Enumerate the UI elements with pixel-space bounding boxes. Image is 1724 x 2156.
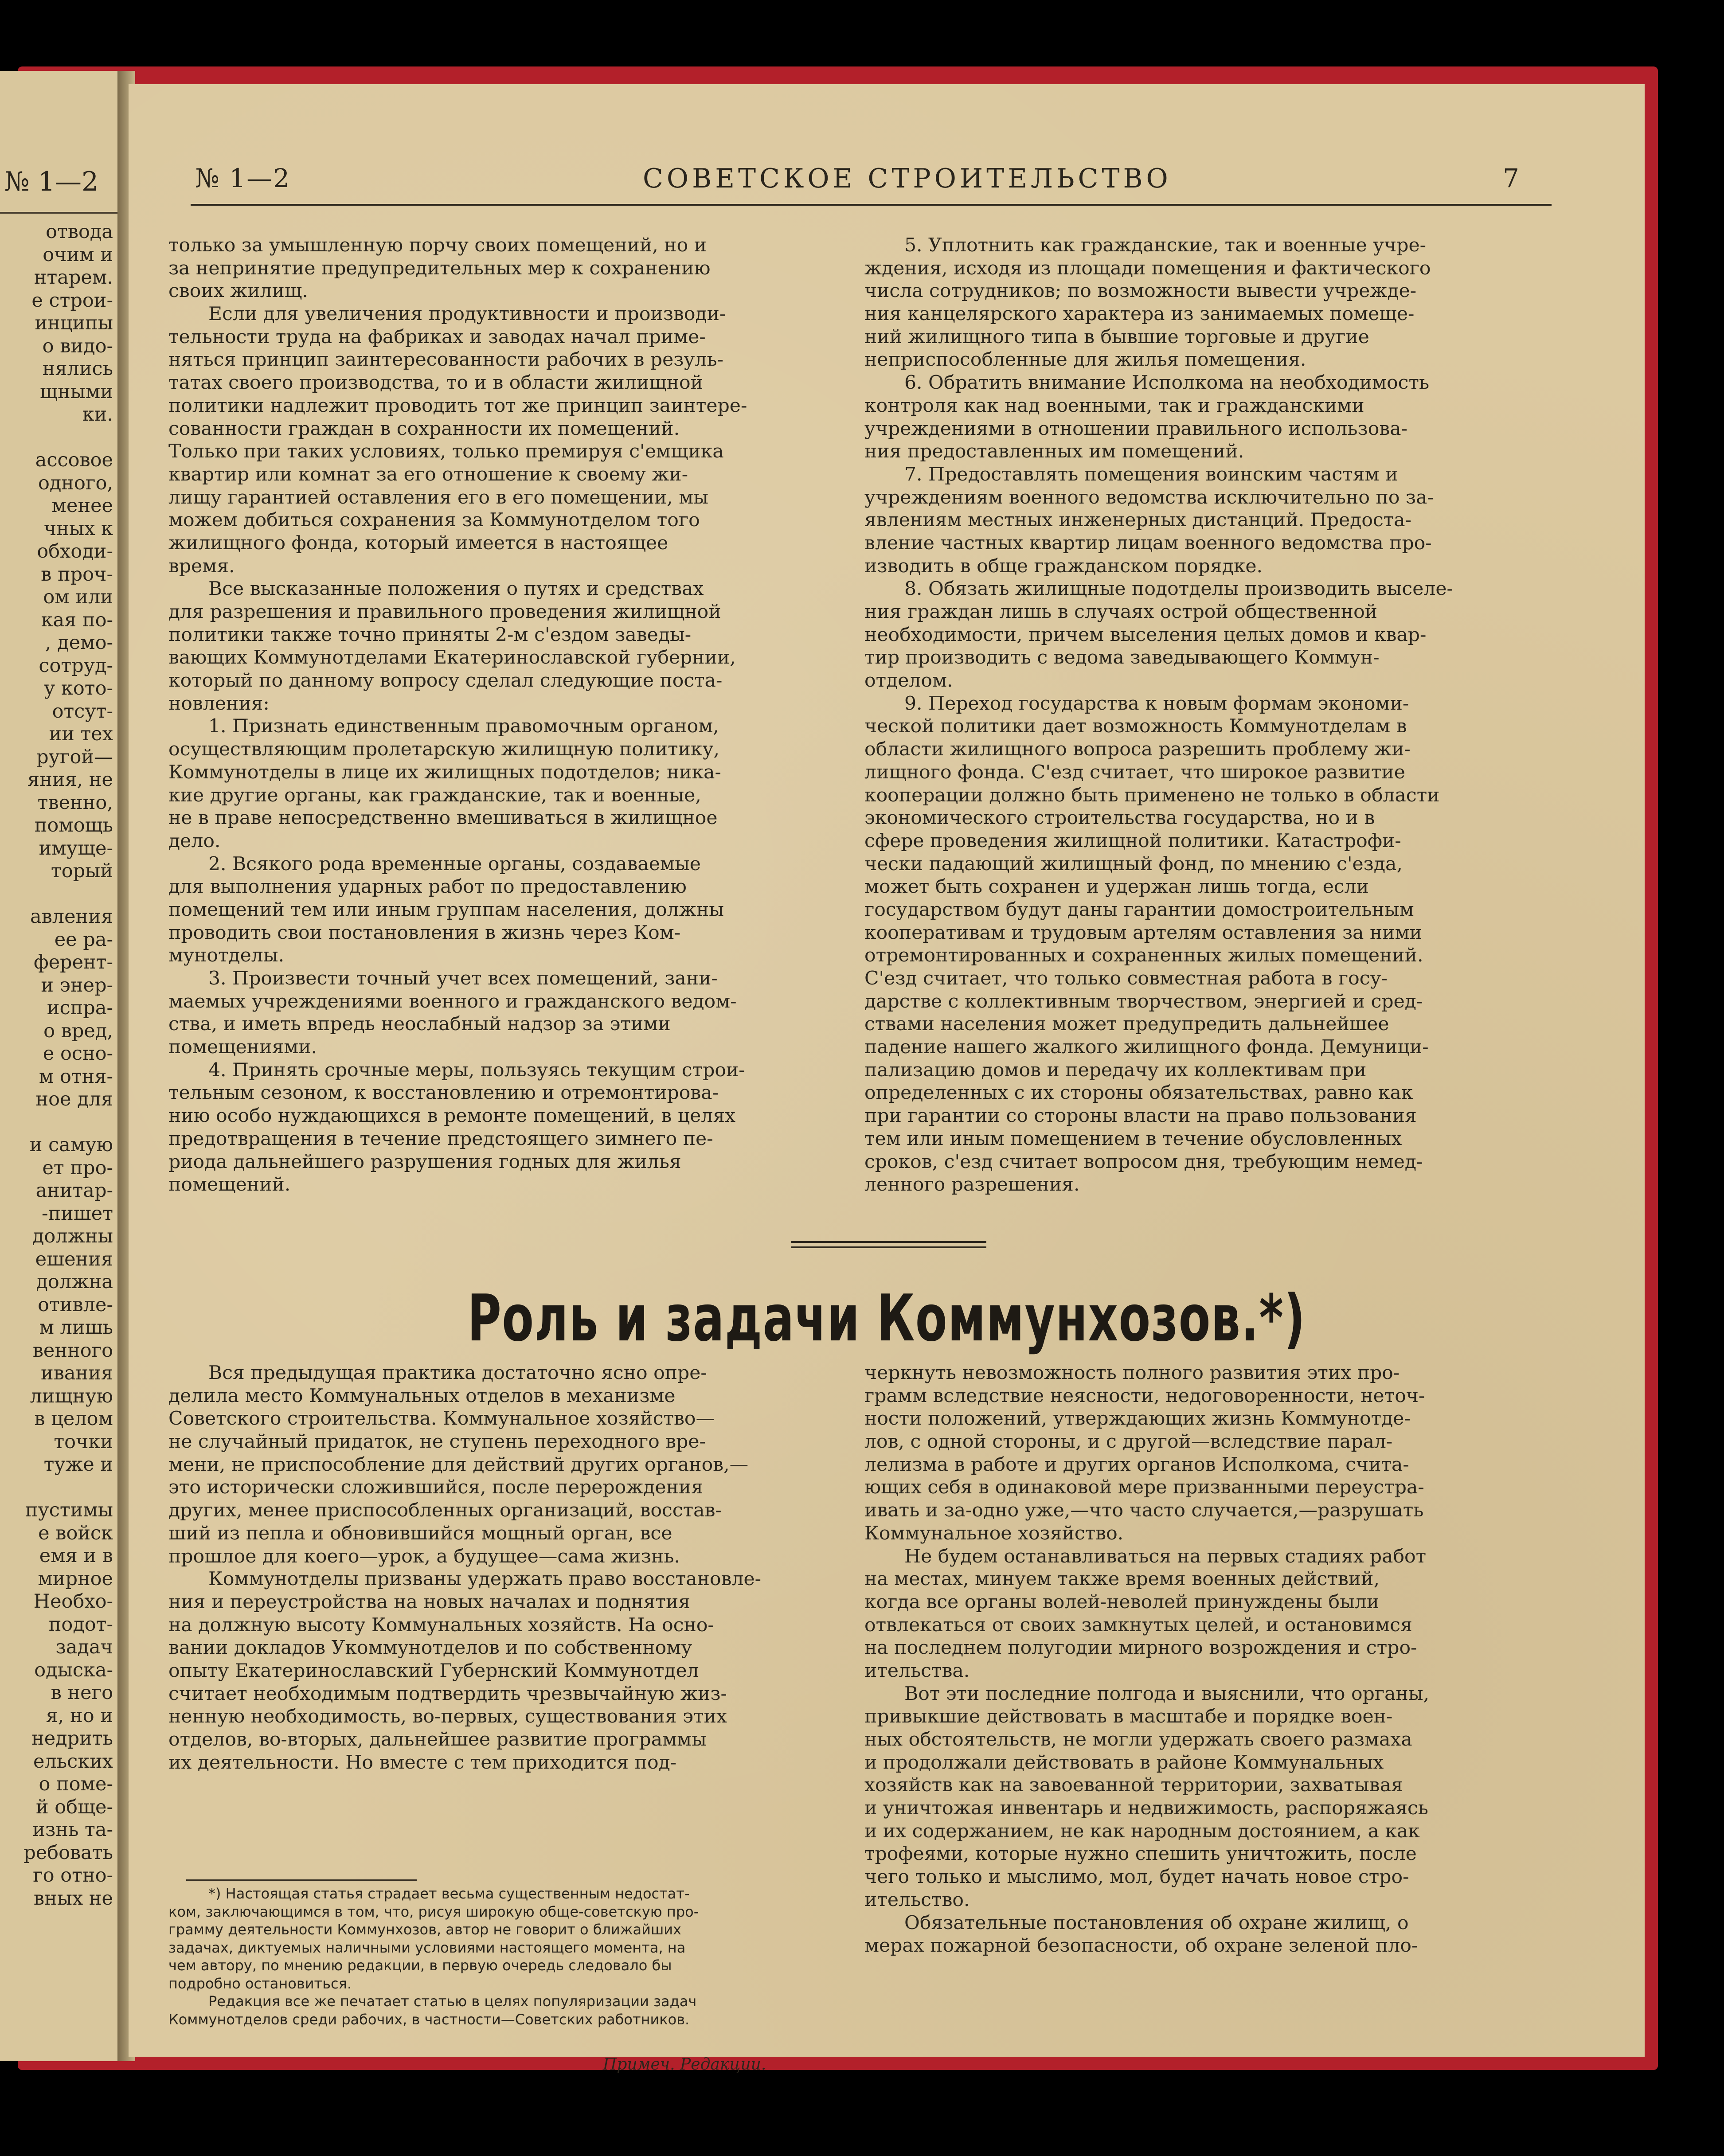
left-page-line: й обще-: [35, 1796, 113, 1818]
left-page-line: у кото-: [44, 677, 113, 699]
text-line: татах своего производства, то и в области жилищной: [168, 372, 703, 394]
left-page-line: ребовать: [23, 1841, 113, 1864]
left-page-line: имуще-: [39, 837, 113, 859]
text-line: чем автору, по мнению редакции, в первую очередь следовало бы: [168, 1957, 672, 1974]
left-page-line: недрить: [31, 1727, 113, 1750]
text-line: предотвращения в течение предстоящего зимнего пе-: [168, 1128, 713, 1150]
text-line: Коммунотделов среди рабочих, в частности—Советских работников.: [168, 2011, 690, 2028]
left-page-line: одыска-: [34, 1659, 113, 1681]
text-line: хозяйств как на завоеванной территории, захватывая: [864, 1774, 1403, 1797]
text-line: 8. Обязать жилищные подотделы производить выселе-: [904, 578, 1453, 600]
text-line: привыкшие действовать в масштабе и порядке воен-: [864, 1706, 1393, 1728]
text-line: вление частных квартир лицам военного ведомства про-: [864, 532, 1432, 554]
header-rule: [191, 204, 1552, 206]
left-page-line: в целом: [34, 1408, 113, 1430]
left-page-line: и самую: [29, 1134, 113, 1156]
text-line: тир производить с ведома заведывающего Коммун-: [864, 647, 1380, 669]
text-line: черкнуть невозможность полного развития этих про-: [864, 1362, 1400, 1384]
editorial-footnote: [168, 1885, 838, 2028]
text-line: и продолжали действовать в районе Коммунальных: [864, 1751, 1384, 1773]
text-line: кие другие органы, как гражданские, так и военные,: [168, 784, 701, 806]
left-page-line: подот-: [48, 1613, 113, 1636]
text-line: на должную высоту Коммунальных хозяйств. На осно-: [168, 1614, 714, 1636]
left-page-line: е осно-: [43, 1043, 113, 1065]
text-line: ленного разрешения.: [864, 1174, 1080, 1196]
text-line: считает необходимым подтвердить чрезвычайную жиз-: [168, 1683, 727, 1705]
text-line: только за умышленную порчу своих помещений, но и: [168, 234, 707, 256]
article-headline: Роль и задачи Коммунхозов.*): [467, 1281, 1306, 1356]
left-page-line: яния, не: [27, 769, 113, 791]
left-page-line: , демо-: [45, 632, 113, 654]
text-line: изводить в обще гражданском порядке.: [864, 555, 1263, 577]
left-page-line: м лишь: [39, 1316, 113, 1339]
left-page-line: туже и: [43, 1453, 113, 1476]
text-line: лищу гарантией оставления его в его помещении, мы: [168, 486, 709, 508]
text-line: лищного фонда. С'езд считает, что широкое развитие: [864, 761, 1405, 783]
text-line: необходимости, причем выселения целых домов и квар-: [864, 624, 1427, 646]
text-line: и уничтожая инвентарь и недвижимость, распоряжаясь: [864, 1797, 1428, 1820]
text-line: области жилищного вопроса разрешить проблему жи-: [864, 738, 1411, 761]
text-line: ждения, исходя из площади помещения и фактического: [864, 257, 1431, 279]
text-line: дело.: [168, 830, 221, 852]
text-line: явлениям местных инженерных дистанций. Предоста-: [864, 509, 1411, 531]
left-page-line: вных не: [33, 1887, 113, 1910]
text-line: Обязательные постановления об охране жилищ, о: [904, 1912, 1409, 1934]
text-line: няться принцип заинтересованности рабочих в резуль-: [168, 349, 723, 371]
text-line: не случайный придаток, не ступень переходного вре-: [168, 1431, 706, 1453]
text-line: ительство.: [864, 1889, 970, 1911]
left-page-line: о вред,: [43, 1019, 113, 1042]
article-column-bottom-right: [864, 1362, 1534, 1957]
text-line: на местах, минуем также время военных действий,: [864, 1568, 1380, 1590]
text-line: 3. Произвести точный учет всех помещений, зани-: [208, 968, 718, 989]
text-line: других, менее приспособленных организаций, восстав-: [168, 1500, 722, 1522]
text-line: для разрешения и правильного проведения жилищной: [168, 601, 721, 623]
left-page-line: ом или: [43, 586, 113, 608]
text-line: С'езд считает, что только совместная работа в госу-: [864, 968, 1388, 989]
left-page-line: анитар-: [35, 1180, 113, 1202]
article-column-top-left: [168, 234, 838, 1196]
footnote-signature: Примеч. Редакции.: [603, 2055, 766, 2074]
left-page-line: нялись: [42, 358, 113, 380]
text-line: Редакция все же печатает статью в целях популяризации задач: [208, 1993, 697, 2010]
text-line: 1. Признать единственным правомочным органом,: [208, 715, 719, 738]
left-page-line: твенно,: [37, 791, 113, 814]
text-line: кооперативам и трудовым артелям оставления за ними: [864, 922, 1423, 944]
left-page-line: торый: [51, 860, 113, 882]
text-line: пализацию домов и передачу их коллективам при: [864, 1059, 1367, 1081]
text-line: Вся предыдущая практика достаточно ясно опре-: [208, 1362, 707, 1384]
text-line: лелизма в работе и других органов Исполкома, счита-: [864, 1453, 1409, 1476]
text-line: 2. Всякого рода временные органы, создаваемые: [208, 853, 701, 875]
text-line: ствами населения может предупредить дальнейшее: [864, 1013, 1389, 1035]
text-line: когда все органы волей-неволей принуждены были: [864, 1591, 1380, 1613]
text-line: который по данному вопросу сделал следующие поста-: [168, 670, 723, 692]
left-page-line: е строи-: [31, 289, 113, 312]
text-line: жилищного фонда, который имеется в настоящее: [168, 532, 668, 554]
text-line: неприспособленные для жилья помещения.: [864, 349, 1306, 371]
newspaper-page: [129, 84, 1645, 2074]
left-page-line: ельских: [33, 1750, 113, 1773]
text-line: определенных с их стороны обязательствах, равно как: [864, 1082, 1413, 1104]
left-page-line: о поме-: [39, 1773, 113, 1795]
left-page-line: емя и в: [39, 1545, 113, 1567]
publication-title: СОВЕТСКОЕ СТРОИТЕЛЬСТВО: [643, 163, 1172, 194]
text-line: контроля как над военными, так и гражданскими: [864, 394, 1364, 417]
text-line: опыту Екатеринославский Губернский Коммунотдел: [168, 1660, 699, 1682]
text-line: сфере проведения жилищной политики. Катастрофи-: [864, 830, 1401, 852]
text-line: ния и переустройства на новых началах и поднятия: [168, 1591, 691, 1613]
left-page-line: отвода: [46, 221, 113, 243]
text-line: не в праве непосредственно вмешиваться в жилищное: [168, 807, 718, 829]
text-line: на последнем полугодии мирного возрождения и стро-: [864, 1637, 1417, 1659]
text-line: ший из пепла и обновившийся мощный орган, все: [168, 1522, 672, 1544]
text-line: политики также точно приняты 2-м с'ездом заведы-: [168, 624, 692, 646]
left-page-line: ешения: [35, 1248, 113, 1270]
left-page-line: изнь та-: [32, 1819, 113, 1841]
text-line: государством будут даны гарантии домостроительным: [864, 898, 1414, 921]
text-line: Коммунальное хозяйство.: [864, 1522, 1124, 1544]
left-page-line: нтарем.: [34, 266, 113, 289]
text-line: время.: [168, 555, 235, 577]
text-line: отвлекаться от своих замкнутых целей, и остановимся: [864, 1614, 1412, 1636]
left-page-line: менее: [51, 495, 113, 517]
text-line: ния канцелярского характера из занимаемых помеще-: [864, 303, 1415, 325]
text-line: дарстве с коллективным творчеством, энергией и сред-: [864, 990, 1423, 1012]
text-line: сованности граждан в сохранности их помещений.: [168, 418, 680, 440]
text-line: их деятельности. Но вместе с тем приходится под-: [168, 1751, 677, 1773]
text-line: отделов, во-вторых, дальнейшее развитие программы: [168, 1729, 707, 1750]
text-line: грамм вследствие неясности, недоговоренности, неточ-: [864, 1385, 1425, 1407]
left-page-line: -пишет: [41, 1202, 113, 1225]
text-line: Советского строительства. Коммунальное хозяйство—: [168, 1408, 715, 1430]
text-line: лов, с одной стороны, и с другой—вследствие парал-: [864, 1431, 1393, 1453]
text-line: ния предоставленных им помещений.: [864, 441, 1244, 463]
text-line: при гарантии со стороны власти на право пользования: [864, 1105, 1417, 1127]
text-line: Если для увеличения продуктивности и производи-: [208, 303, 726, 325]
left-page-line: мирное: [38, 1567, 113, 1590]
text-line: может быть сохранен и удержан лишь тогда, если: [864, 876, 1369, 898]
text-line: это исторически сложившийся, после перерождения: [168, 1476, 704, 1499]
left-page-line: точки: [54, 1430, 113, 1453]
left-page-line: кая по-: [41, 609, 113, 631]
text-line: числа сотрудников; по возможности вывести учрежде-: [864, 280, 1417, 302]
text-line: ческой политики дает возможность Коммунотделам в: [864, 715, 1407, 738]
text-line: нию особо нуждающихся в ремонте помещений, в целях: [168, 1105, 736, 1127]
left-page-header-rule: [0, 212, 117, 214]
text-line: отделом.: [864, 670, 953, 692]
left-page-line: ивания: [41, 1362, 113, 1384]
text-line: учреждениями в отношении правильного использова-: [864, 418, 1407, 440]
text-line: *) Настоящая статья страдает весьма существенным недостат-: [208, 1885, 690, 1902]
left-page-issue-number: № 1—2: [4, 166, 99, 197]
text-line: Коммунотделы в лице их жилищных подотделов; ника-: [168, 761, 721, 783]
left-page-line: должны: [32, 1225, 113, 1247]
text-line: ительства.: [864, 1660, 970, 1682]
section-separator-rule: [791, 1241, 986, 1243]
left-page-line: инципы: [35, 312, 113, 334]
left-page-line: задач: [55, 1636, 113, 1658]
text-line: новления:: [168, 692, 270, 715]
text-line: политики надлежит проводить тот же принцип заинтере-: [168, 394, 747, 417]
left-page-line: венного: [32, 1339, 113, 1362]
left-page-line: м отня-: [39, 1065, 113, 1088]
text-line: ности положений, утверждающих жизнь Коммунотде-: [864, 1408, 1411, 1430]
footnote-rule: [186, 1879, 417, 1881]
text-line: мерах пожарной безопасности, об охране зеленой пло-: [864, 1935, 1418, 1957]
text-line: ивать и за-одно уже,—что часто случается,—разрушать: [864, 1500, 1424, 1522]
left-page-line: помощь: [34, 814, 113, 836]
text-line: грамму деятельности Коммунхозов, автор не говорит о ближайших: [168, 1921, 681, 1938]
left-page-line: ное для: [35, 1088, 113, 1110]
text-line: задачах, диктуемых наличными условиями настоящего момента, на: [168, 1939, 686, 1956]
text-line: ненную необходимость, во-первых, существования этих: [168, 1706, 727, 1728]
text-line: делила место Коммунальных отделов в механизме: [168, 1385, 676, 1407]
text-line: 5. Уплотнить как гражданские, так и военные учре-: [904, 234, 1426, 256]
article-column-top-right: [864, 234, 1534, 1196]
text-line: мени, не приспособление для действий других органов,—: [168, 1453, 749, 1476]
text-line: квартир или комнат за его отношение к своему жи-: [168, 463, 688, 485]
text-line: 7. Предоставлять помещения воинским частям и: [904, 463, 1398, 485]
left-page-line: пустимы: [25, 1499, 113, 1521]
left-page-line: ферент-: [33, 951, 113, 973]
text-line: риода дальнейшего разрушения годных для жилья: [168, 1151, 681, 1173]
text-line: мунотделы.: [168, 945, 285, 967]
left-page-line: и энер-: [41, 974, 113, 996]
text-line: 9. Переход государства к новым формам экономи-: [904, 692, 1409, 715]
text-line: трофеями, которые нужно спешить уничтожить, после: [864, 1843, 1417, 1865]
text-line: подробно остановиться.: [168, 1975, 352, 1992]
text-line: Не будем останавливаться на первых стадиях работ: [904, 1545, 1427, 1567]
text-line: за непринятие предупредительных мер к сохранению: [168, 257, 711, 279]
text-line: ных обстоятельств, не могли удержать своего размаха: [864, 1729, 1412, 1750]
text-line: кооперации должно быть применено не только в области: [864, 784, 1440, 806]
left-page-line: ет про-: [42, 1156, 113, 1179]
left-page-line: го отно-: [33, 1864, 113, 1886]
left-page-line: щными: [40, 380, 113, 403]
left-page-line: испра-: [47, 997, 113, 1019]
text-line: ком, заключающимся в том, что, рисуя широкую обще-советскую про-: [168, 1903, 699, 1920]
left-page-line: обходи-: [37, 540, 113, 562]
text-line: маемых учреждениями военного и гражданского ведом-: [168, 990, 737, 1012]
left-page-line: ки.: [82, 403, 113, 426]
text-line: Вот эти последние полгода и выяснили, что органы,: [904, 1683, 1430, 1705]
left-page-line: Необхо-: [33, 1590, 113, 1613]
left-page-line: в проч-: [41, 563, 113, 586]
left-page-line: ассовое: [35, 449, 113, 471]
text-line: помещений тем или иным группам населения, должны: [168, 898, 724, 921]
article-column-bottom-left: [168, 1362, 838, 1774]
left-facing-page: [0, 71, 126, 2061]
text-line: вающих Коммунотделами Екатеринославской губернии,: [168, 647, 736, 669]
left-page-line: отивле-: [38, 1293, 113, 1316]
text-line: ния граждан лишь в случаях острой общественной: [864, 601, 1378, 623]
left-page-line: одного,: [38, 472, 113, 494]
text-line: учреждениям военного ведомства исключительно по за-: [864, 486, 1434, 508]
text-line: Коммунотделы призваны удержать право восстановле-: [208, 1568, 761, 1590]
left-page-line: о видо-: [42, 335, 113, 357]
left-page-line: ии тех: [49, 723, 113, 745]
text-line: осуществляющим пролетарскую жилищную политику,: [168, 738, 719, 761]
text-line: ства, и иметь впредь неослабный надзор за этими: [168, 1013, 671, 1035]
text-line: ющих себя в одинаковой мере призванными переустра-: [864, 1476, 1424, 1499]
text-line: сроков, с'езд считает вопросом дня, требующим немед-: [864, 1151, 1423, 1173]
text-line: чески падающий жилищный фонд, по мнению с'езда,: [864, 853, 1403, 875]
text-line: Только при таких условиях, только премируя с'емщика: [168, 441, 724, 463]
text-line: своих жилищ.: [168, 280, 308, 302]
left-page-line: лищную: [30, 1385, 113, 1407]
issue-number: № 1—2: [195, 163, 291, 193]
text-line: отремонтированных и сохраненных жилых помещений.: [864, 945, 1423, 967]
left-page-line: чных к: [43, 517, 113, 540]
text-line: проводить свои постановления в жизнь через Ком-: [168, 922, 681, 944]
left-page-line: ее ра-: [54, 928, 113, 951]
text-line: Все высказанные положения о путях и средствах: [208, 578, 704, 600]
text-line: тельным сезоном, к восстановлению и отремонтирова-: [168, 1082, 719, 1104]
text-line: тем или иным помещением в течение обусловленных: [864, 1128, 1402, 1150]
left-page-line: отсут-: [52, 700, 113, 723]
text-line: вании докладов Укоммунотделов и по собственному: [168, 1637, 692, 1659]
text-line: 4. Принять срочные меры, пользуясь текущим строи-: [208, 1059, 745, 1081]
text-line: тельности труда на фабриках и заводах начал приме-: [168, 326, 706, 348]
text-line: и их содержанием, не как народным достоянием, а как: [864, 1820, 1420, 1842]
text-line: можем добиться сохранения за Коммунотделом того: [168, 509, 700, 531]
text-line: экономического строительства государства, но и в: [864, 807, 1375, 829]
left-page-line: ругой—: [36, 746, 113, 768]
left-page-line: очим и: [43, 243, 113, 266]
text-line: для выполнения ударных работ по предоставлению: [168, 876, 687, 898]
page-number: 7: [1503, 163, 1519, 193]
left-page-line: я, но и: [46, 1704, 113, 1727]
text-line: падение нашего жалкого жилищного фонда. Демуници-: [864, 1036, 1429, 1058]
left-page-line: е войск: [38, 1522, 113, 1544]
text-line: чего только и мыслимо, мол, будет начать новое стро-: [864, 1866, 1409, 1888]
text-line: ний жилищного типа в бывшие торговые и другие: [864, 326, 1369, 348]
left-page-line: должна: [36, 1271, 113, 1293]
left-page-line: авления: [30, 906, 113, 928]
section-separator-rule-2: [791, 1246, 986, 1248]
text-line: помещениями.: [168, 1036, 317, 1058]
text-line: помещений.: [168, 1174, 291, 1196]
text-line: прошлое для коего—урок, а будущее—сама жизнь.: [168, 1545, 680, 1567]
left-page-line: сотруд-: [39, 654, 113, 677]
text-line: 6. Обратить внимание Исполкома на необходимость: [904, 372, 1430, 394]
left-page-line: в него: [51, 1682, 113, 1704]
